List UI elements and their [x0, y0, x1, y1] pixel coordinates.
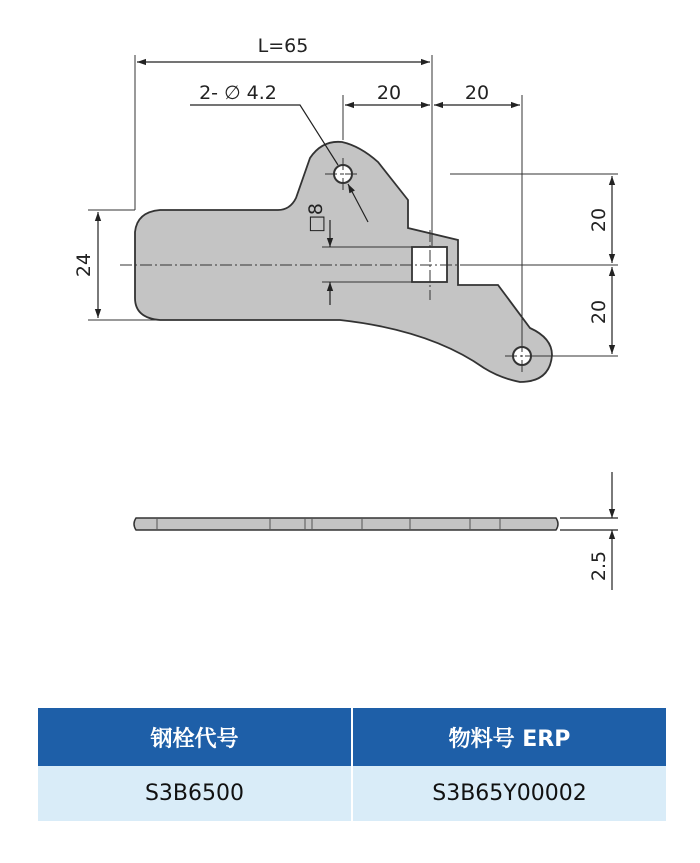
dim-hole-label: 2- ∅ 4.2 [199, 82, 277, 104]
dim-length-label: L=65 [257, 35, 309, 57]
part-side-view [134, 518, 558, 530]
header-bolt-code: 钢栓代号 [38, 708, 352, 766]
dim-offset-right-label: 20 [464, 82, 490, 104]
dim-thickness-label: 2.5 [588, 550, 610, 582]
table-header-row [38, 708, 666, 766]
table-row [38, 766, 666, 821]
dim-square-label: □8 [305, 202, 327, 234]
spec-table [38, 708, 666, 821]
header-erp-number: 物料号 ERP [352, 708, 666, 766]
dim-height-label: 24 [73, 252, 95, 278]
cell-bolt-code: S3B6500 [38, 766, 352, 821]
dim-offset-left-label: 20 [376, 82, 402, 104]
cell-erp-number: S3B65Y00002 [352, 766, 666, 821]
dim-vert-bottom-label: 20 [588, 299, 610, 325]
dim-vert-top-label: 20 [588, 207, 610, 233]
